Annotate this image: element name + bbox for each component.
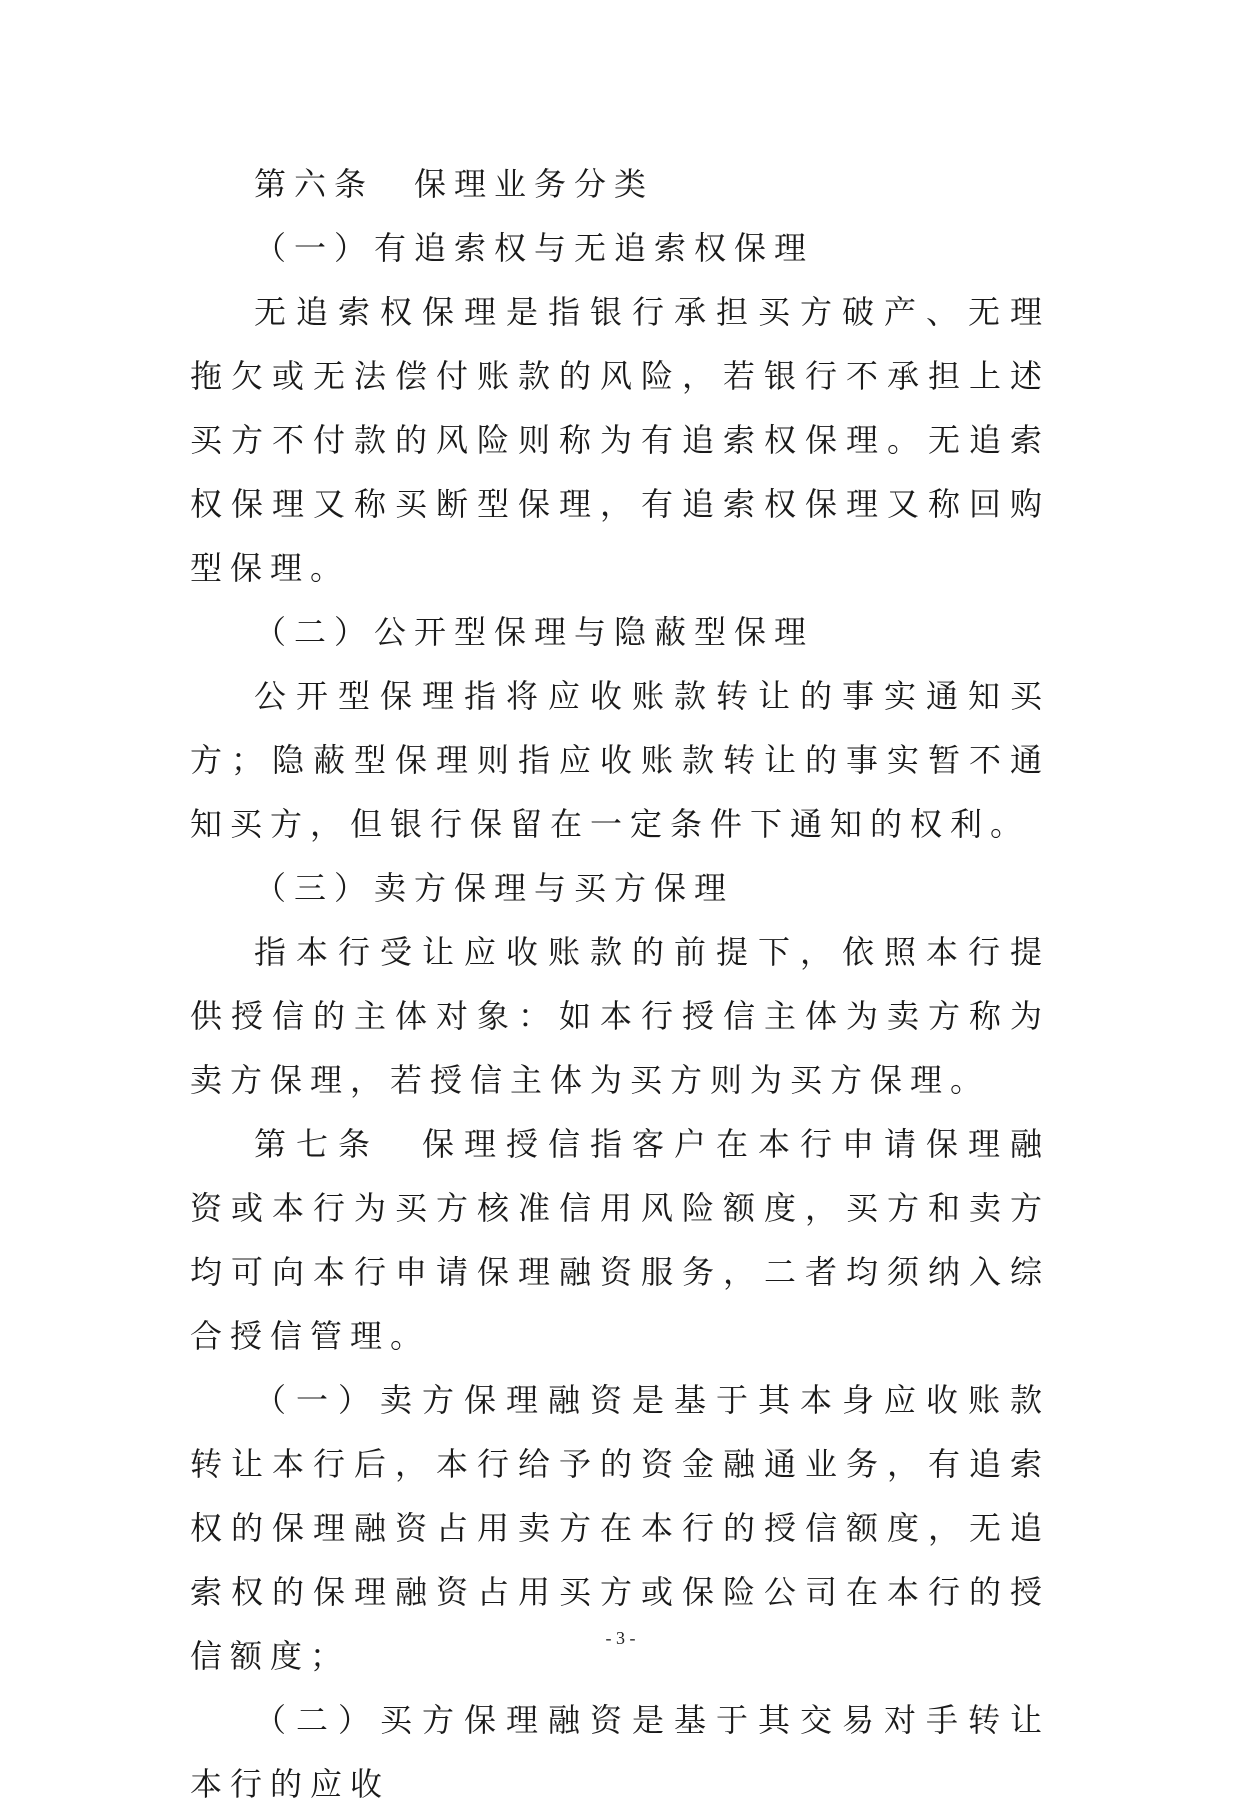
paragraph-seller-financing: （一）卖方保理融资是基于其本身应收账款转让本行后，本行给予的资金融通业务，有追索权的保理融资占用卖方在本行的授信额度，无追索权的保理融资占用买方或保险公司在本行的授信额度； [190, 1381, 1050, 1675]
section-heading-recourse: （一）有追索权与无追索权保理 [254, 229, 815, 267]
paragraph-buyer-financing: （二）买方保理融资是基于其交易对手转让本行的应收 [190, 1701, 1050, 1803]
section-heading-seller-buyer: （三）卖方保理与买方保理 [254, 869, 735, 907]
paragraph-disclosed-definition: 公开型保理指将应收账款转让的事实通知买方；隐蔽型保理则指应收账款转让的事实暂不通知买方，但银行保留在一定条件下通知的权利。 [190, 677, 1050, 843]
paragraph-seller-buyer-definition: 指本行受让应收账款的前提下，依照本行提供授信的主体对象：如本行授信主体为卖方称为卖方保理，若授信主体为买方则为买方保理。 [190, 933, 1050, 1099]
article-7-paragraph: 第七条 保理授信指客户在本行申请保理融资或本行为买方核准信用风险额度，买方和卖方均可向本行申请保理融资服务，二者均须纳入综合授信管理。 [190, 1125, 1050, 1355]
section-heading-disclosed: （二）公开型保理与隐蔽型保理 [254, 613, 815, 651]
paragraph-recourse-definition: 无追索权保理是指银行承担买方破产、无理拖欠或无法偿付账款的风险，若银行不承担上述买方不付款的风险则称为有追索权保理。无追索权保理又称买断型保理，有追索权保理又称回购型保理。 [190, 293, 1050, 587]
article-6-heading: 第六条 保理业务分类 [254, 165, 655, 203]
page-number: - 3 - [605, 1628, 636, 1648]
document-body [190, 152, 1050, 1816]
